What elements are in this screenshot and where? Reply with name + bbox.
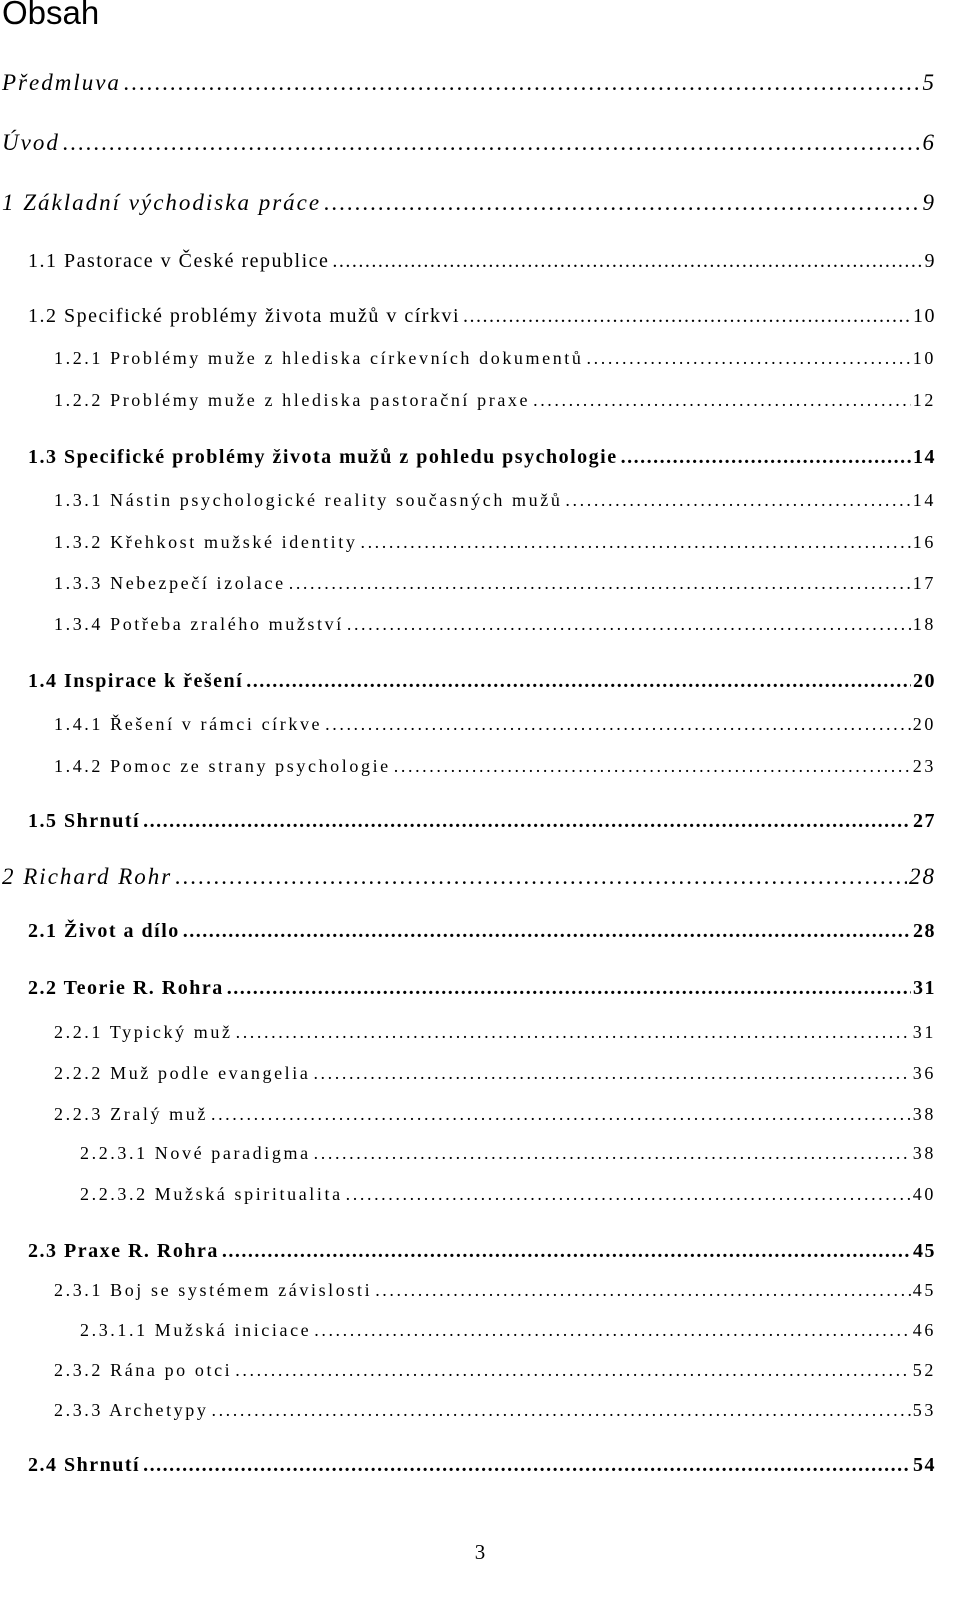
toc-entry-page: 12 <box>912 390 936 410</box>
dot-leader <box>587 348 911 369</box>
toc-entry-title: 1.5 Shrnutí <box>28 810 141 832</box>
toc-entry[interactable] <box>28 1240 936 1263</box>
toc-entry-page: 31 <box>912 1022 936 1042</box>
toc-entry-title: 2.2.3.1 Nové paradigma <box>80 1143 311 1163</box>
toc-entry-page: 18 <box>912 614 936 634</box>
toc-entry[interactable] <box>28 1454 936 1477</box>
dot-leader <box>227 977 911 1000</box>
dot-leader <box>314 1143 911 1164</box>
toc-entry[interactable] <box>2 864 936 890</box>
toc-entry-page: 40 <box>912 1184 936 1204</box>
dot-leader <box>236 1022 911 1043</box>
dot-leader <box>325 714 911 735</box>
dot-leader <box>324 190 920 216</box>
toc-entry-page: 54 <box>913 1454 936 1476</box>
toc-entry[interactable] <box>2 190 936 216</box>
toc-entry-title: 2.3 Praxe R. Rohra <box>28 1240 219 1262</box>
toc-entry-page: 14 <box>912 490 936 510</box>
page-number: 3 <box>474 1540 486 1564</box>
dot-leader <box>289 573 911 594</box>
toc-entry-page: 53 <box>912 1400 936 1420</box>
toc-entry[interactable] <box>80 1143 936 1164</box>
toc-entry[interactable] <box>54 1400 936 1421</box>
toc-entry[interactable] <box>54 614 936 635</box>
toc-entry-page: 6 <box>922 130 936 155</box>
dot-leader <box>222 1240 911 1263</box>
dot-leader <box>463 305 911 328</box>
toc-entry[interactable] <box>80 1184 936 1205</box>
dot-leader <box>183 920 911 943</box>
toc-entry-title: 1.4 Inspirace k řešení <box>28 670 244 692</box>
toc-entry-title: 1.4.1 Řešení v rámci církve <box>54 714 323 734</box>
toc-entry-title: 2.2 Teorie R. Rohra <box>28 977 224 999</box>
dot-leader <box>565 490 910 511</box>
dot-leader <box>124 70 921 96</box>
toc-entry[interactable] <box>2 130 936 156</box>
dot-leader <box>313 1063 910 1084</box>
toc-entry-title: 1.2.2 Problémy muže z hlediska pastorační praxe <box>54 390 531 410</box>
toc-entry[interactable] <box>54 756 936 777</box>
toc-entry-page: 17 <box>912 573 936 593</box>
toc-entry[interactable] <box>28 446 936 469</box>
dot-leader <box>143 810 911 833</box>
dot-leader <box>621 446 911 469</box>
toc-entry-title: 1.3.2 Křehkost mužské identity <box>54 532 358 552</box>
toc-entry-page: 16 <box>912 532 936 552</box>
toc-entry-title: Úvod <box>2 130 60 155</box>
toc-entry-title: 1.3.3 Nebezpečí izolace <box>54 573 286 593</box>
toc-entry-title: 2.3.1 Boj se systémem závislosti <box>54 1280 373 1300</box>
toc-entry-page: 10 <box>912 348 936 368</box>
toc-entry-title: 2.3.2 Rána po otci <box>54 1360 233 1380</box>
toc-entry-page: 38 <box>912 1143 936 1163</box>
toc-entry-title: 2.4 Shrnutí <box>28 1454 141 1476</box>
toc-entry[interactable] <box>54 532 936 553</box>
toc-entry[interactable] <box>28 977 936 1000</box>
toc-entry-title: 2 Richard Rohr <box>2 864 173 889</box>
dot-leader <box>211 1400 910 1421</box>
toc-entry[interactable] <box>54 1063 936 1084</box>
toc-entry-page: 31 <box>913 977 936 999</box>
toc-entry[interactable] <box>54 1104 936 1125</box>
dot-leader <box>346 1184 911 1205</box>
toc-entry-page: 27 <box>913 810 936 832</box>
toc-entry-page: 36 <box>912 1063 936 1083</box>
toc-entry[interactable] <box>80 1320 936 1341</box>
toc-entry-page: 20 <box>913 670 936 692</box>
dot-leader <box>235 1360 911 1381</box>
toc-entry-title: 2.2.3 Zralý muž <box>54 1104 208 1124</box>
toc-entry-title: 1.2 Specifické problémy života mužů v církvi <box>28 305 461 327</box>
toc-entry-page: 52 <box>912 1360 936 1380</box>
dot-leader <box>347 614 911 635</box>
toc-entry-page: 23 <box>912 756 936 776</box>
toc-entry-title: 1 Základní východiska práce <box>2 190 322 215</box>
toc-entry[interactable] <box>28 670 936 693</box>
toc-entry[interactable] <box>54 490 936 511</box>
dot-leader <box>375 1280 911 1301</box>
toc-heading: Obsah <box>2 0 100 31</box>
toc-entry-title: 2.3.1.1 Mužská iniciace <box>80 1320 312 1340</box>
dot-leader <box>332 250 922 273</box>
toc-entry-title: 1.3.4 Potřeba zralého mužství <box>54 614 344 634</box>
toc-entry-title: 1.1 Pastorace v České republice <box>28 250 330 272</box>
dot-leader <box>63 130 921 156</box>
dot-leader <box>360 532 910 553</box>
toc-entry-page: 28 <box>909 864 936 889</box>
toc-entry-page: 28 <box>913 920 936 942</box>
dot-leader <box>143 1454 911 1477</box>
toc-entry[interactable] <box>54 1022 936 1043</box>
toc-entry[interactable] <box>28 810 936 833</box>
toc-entry-title: 1.3 Specifické problémy života mužů z pohledu psychologie <box>28 446 618 468</box>
toc-entry-page: 9 <box>922 190 936 215</box>
toc-entry-page: 45 <box>912 1280 936 1300</box>
toc-entry[interactable] <box>54 1360 936 1381</box>
dot-leader <box>246 670 911 693</box>
toc-entry-page: 10 <box>913 305 936 327</box>
dot-leader <box>175 864 907 890</box>
toc-entry-page: 14 <box>913 446 936 468</box>
dot-leader <box>211 1104 911 1125</box>
toc-entry[interactable] <box>54 714 936 735</box>
toc-entry-title: 1.3.1 Nástin psychologické reality současných mužů <box>54 490 563 510</box>
toc-entry-title: 2.3.3 Archetypy <box>54 1400 209 1420</box>
dot-leader <box>533 390 911 411</box>
toc-entry-page: 9 <box>924 250 936 272</box>
toc-entry[interactable] <box>2 70 936 96</box>
toc-entry[interactable] <box>28 305 936 328</box>
toc-entry[interactable] <box>54 390 936 411</box>
toc-entry[interactable] <box>54 1280 936 1301</box>
dot-leader <box>394 756 911 777</box>
toc-entry-title: 1.4.2 Pomoc ze strany psychologie <box>54 756 391 776</box>
toc-entry-title: 2.2.3.2 Mužská spiritualita <box>80 1184 343 1204</box>
toc-entry-title: 2.2.1 Typický muž <box>54 1022 233 1042</box>
toc-entry[interactable] <box>54 348 936 369</box>
toc-entry[interactable] <box>28 920 936 943</box>
toc-entry[interactable] <box>28 250 936 273</box>
toc-entry[interactable] <box>54 573 936 594</box>
toc-entry-title: Předmluva <box>2 70 121 95</box>
toc-entry-page: 20 <box>912 714 936 734</box>
toc-entry-page: 46 <box>912 1320 936 1340</box>
toc-entry-title: 1.2.1 Problémy muže z hlediska církevních dokumentů <box>54 348 584 368</box>
dot-leader <box>314 1320 911 1341</box>
toc-entry-page: 38 <box>912 1104 936 1124</box>
toc-entry-title: 2.1 Život a dílo <box>28 920 180 942</box>
toc-entry-page: 5 <box>922 70 936 95</box>
toc-entry-page: 45 <box>913 1240 936 1262</box>
toc-entry-title: 2.2.2 Muž podle evangelia <box>54 1063 311 1083</box>
